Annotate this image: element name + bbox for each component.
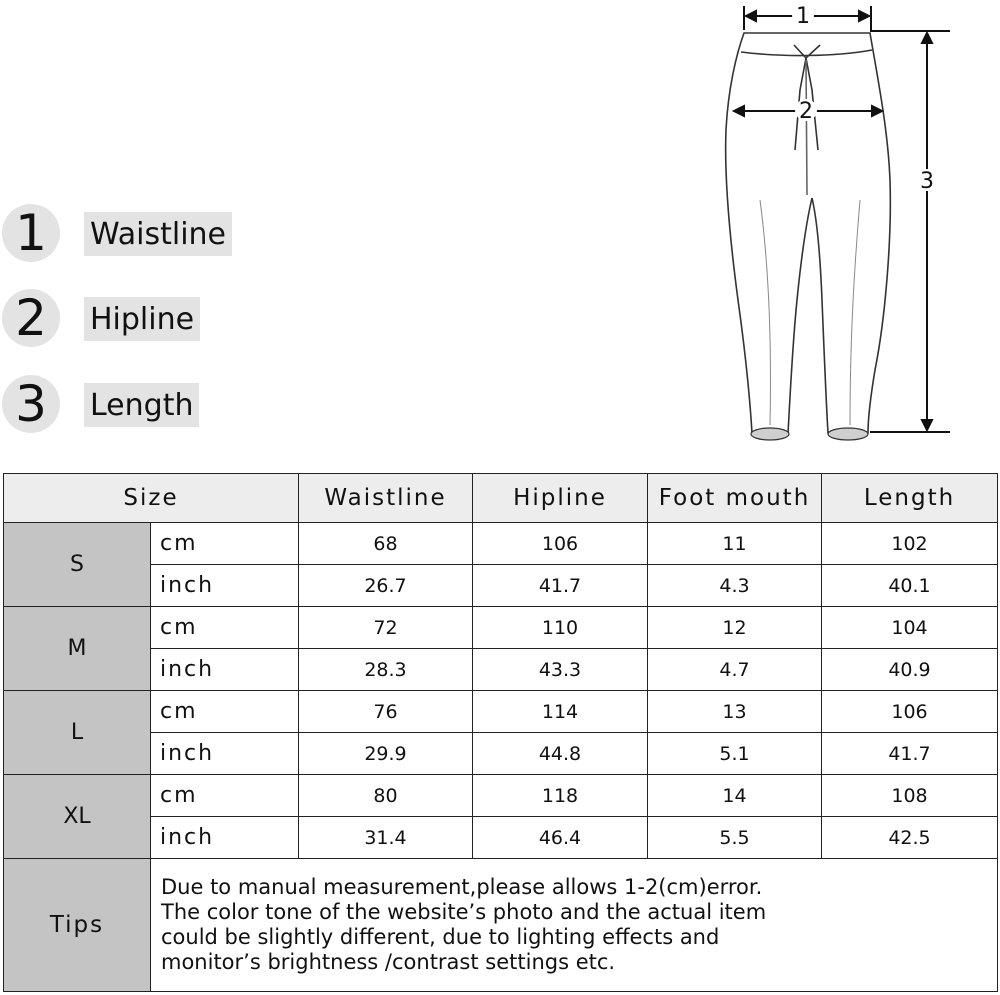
unit-cell: inch	[151, 649, 299, 691]
value-cell: 5.1	[648, 733, 822, 775]
value-cell: 12	[648, 607, 822, 649]
tips-label: Tips	[4, 859, 151, 992]
size-cell-xl: XL	[4, 775, 151, 859]
size-chart-table	[3, 473, 998, 992]
legend-label-waistline: Waistline	[84, 212, 232, 256]
marker-2: 2	[799, 99, 813, 124]
unit-cell: inch	[151, 733, 299, 775]
pants-outline	[726, 33, 891, 433]
value-cell: 11	[648, 523, 822, 565]
value-cell: 106	[473, 523, 648, 565]
value-cell: 104	[822, 607, 998, 649]
pants-diagram	[700, 0, 1000, 450]
value-cell: 41.7	[473, 565, 648, 607]
value-cell: 72	[299, 607, 473, 649]
unit-cell: cm	[151, 691, 299, 733]
value-cell: 46.4	[473, 817, 648, 859]
table-row	[4, 607, 998, 649]
value-cell: 68	[299, 523, 473, 565]
legend-number-3: 3	[2, 375, 60, 433]
tips-text	[151, 859, 998, 992]
leg-seam-left	[760, 200, 771, 425]
tips-line: Due to manual measurement,please allows 1-2(cm)error.	[161, 875, 763, 899]
value-cell: 4.3	[648, 565, 822, 607]
value-cell: 26.7	[299, 565, 473, 607]
value-cell: 5.5	[648, 817, 822, 859]
legend-number-2: 2	[2, 289, 60, 347]
header-foot-mouth: Foot mouth	[648, 474, 822, 523]
value-cell: 102	[822, 523, 998, 565]
crotch-seam	[806, 60, 807, 195]
value-cell: 80	[299, 775, 473, 817]
legend-label-length: Length	[84, 383, 199, 427]
unit-cell: cm	[151, 523, 299, 565]
waistband	[741, 50, 872, 56]
value-cell: 28.3	[299, 649, 473, 691]
table-row	[4, 775, 998, 817]
tips-line: The color tone of the website’s photo and the actual item	[161, 900, 767, 924]
table-header-row	[4, 474, 998, 523]
value-cell: 76	[299, 691, 473, 733]
legend-number-1: 1	[2, 204, 60, 262]
unit-cell: inch	[151, 565, 299, 607]
value-cell: 41.7	[822, 733, 998, 775]
value-cell: 31.4	[299, 817, 473, 859]
value-cell: 29.9	[299, 733, 473, 775]
size-cell-l: L	[4, 691, 151, 775]
legend-label-hipline: Hipline	[84, 297, 200, 341]
value-cell: 44.8	[473, 733, 648, 775]
value-cell: 43.3	[473, 649, 648, 691]
table-row	[4, 691, 998, 733]
unit-cell: cm	[151, 607, 299, 649]
marker-3: 3	[920, 169, 934, 194]
leg-seam-right	[850, 200, 860, 425]
header-length: Length	[822, 474, 998, 523]
marker-1: 1	[796, 4, 810, 29]
header-hipline: Hipline	[473, 474, 648, 523]
value-cell: 4.7	[648, 649, 822, 691]
tips-row	[4, 859, 998, 992]
tips-line: could be slightly different, due to lighting effects and	[161, 925, 720, 949]
table-row	[4, 565, 998, 607]
value-cell: 108	[822, 775, 998, 817]
cuff-right	[828, 428, 868, 440]
table-row	[4, 733, 998, 775]
value-cell: 110	[473, 607, 648, 649]
value-cell: 13	[648, 691, 822, 733]
value-cell: 14	[648, 775, 822, 817]
cuff-left	[751, 428, 789, 440]
table-row	[4, 649, 998, 691]
header-waistline: Waistline	[299, 474, 473, 523]
value-cell: 40.9	[822, 649, 998, 691]
value-cell: 114	[473, 691, 648, 733]
unit-cell: cm	[151, 775, 299, 817]
unit-cell: inch	[151, 817, 299, 859]
value-cell: 42.5	[822, 817, 998, 859]
size-cell-m: M	[4, 607, 151, 691]
table-row	[4, 523, 998, 565]
tips-line: monitor’s brightness /contrast settings etc.	[161, 950, 616, 974]
value-cell: 118	[473, 775, 648, 817]
table-row	[4, 817, 998, 859]
value-cell: 106	[822, 691, 998, 733]
value-cell: 40.1	[822, 565, 998, 607]
header-size: Size	[4, 474, 299, 523]
size-cell-s: S	[4, 523, 151, 607]
